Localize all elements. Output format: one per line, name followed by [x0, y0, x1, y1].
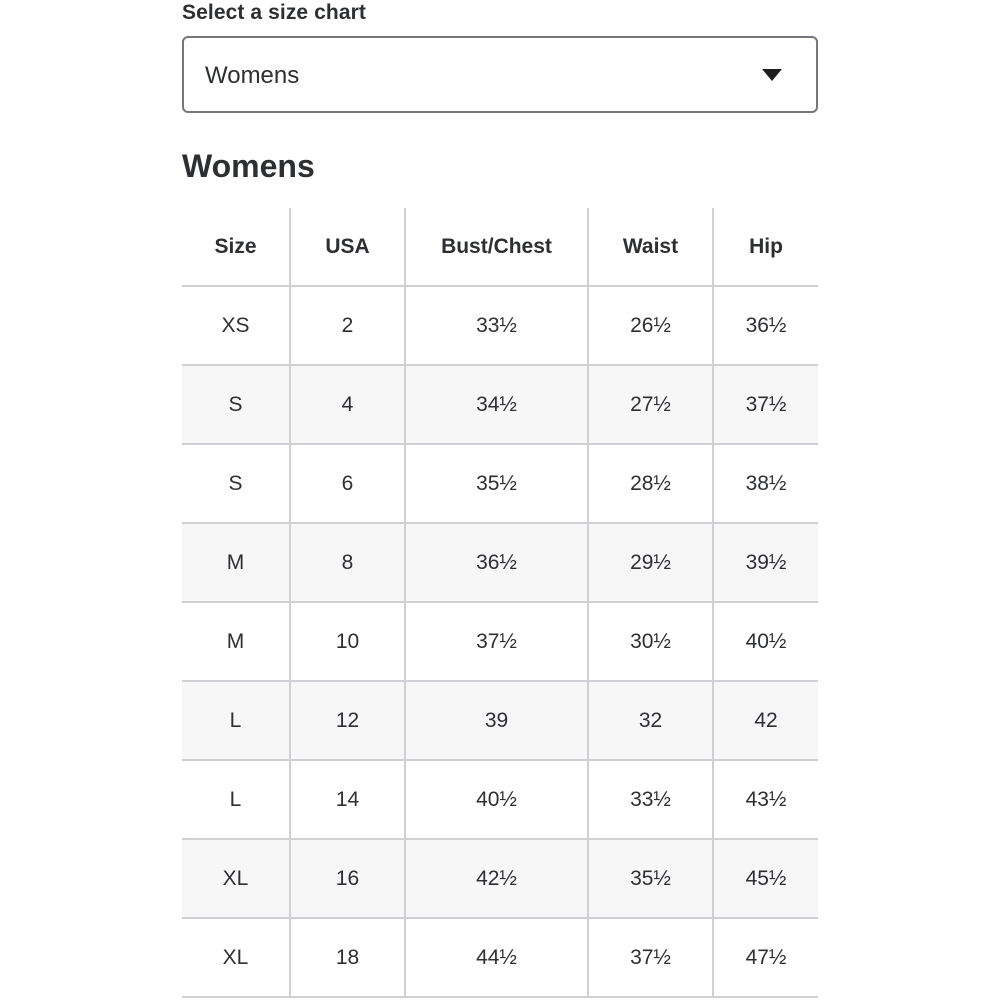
- cell-waist: 32: [588, 681, 713, 760]
- table-row: [182, 918, 818, 997]
- cell-hip: 36½: [713, 286, 818, 365]
- header-size: Size: [182, 208, 290, 286]
- table-header-row: [182, 208, 818, 286]
- cell-size: L: [182, 681, 290, 760]
- cell-usa: 14: [290, 760, 405, 839]
- cell-hip: 47½: [713, 918, 818, 997]
- size-chart-title: Womens: [182, 148, 315, 184]
- cell-waist: 27½: [588, 365, 713, 444]
- cell-hip: 39½: [713, 523, 818, 602]
- cell-waist: 35½: [588, 839, 713, 918]
- cell-bust-chest: 39: [405, 681, 588, 760]
- header-usa: USA: [290, 208, 405, 286]
- cell-size: L: [182, 760, 290, 839]
- table-row: [182, 681, 818, 760]
- header-hip: Hip: [713, 208, 818, 286]
- table-row: [182, 602, 818, 681]
- cell-waist: 28½: [588, 444, 713, 523]
- cell-size: XL: [182, 918, 290, 997]
- cell-bust-chest: 44½: [405, 918, 588, 997]
- table-row: [182, 365, 818, 444]
- cell-hip: 40½: [713, 602, 818, 681]
- cell-bust-chest: 36½: [405, 523, 588, 602]
- cell-hip: 37½: [713, 365, 818, 444]
- cell-hip: 45½: [713, 839, 818, 918]
- cell-size: S: [182, 444, 290, 523]
- table-row: [182, 444, 818, 523]
- cell-size: M: [182, 523, 290, 602]
- cell-usa: 6: [290, 444, 405, 523]
- cell-usa: 12: [290, 681, 405, 760]
- cell-usa: 16: [290, 839, 405, 918]
- table-row: [182, 523, 818, 602]
- cell-usa: 10: [290, 602, 405, 681]
- cell-size: S: [182, 365, 290, 444]
- cell-waist: 29½: [588, 523, 713, 602]
- size-chart-select-label: Select a size chart: [182, 1, 366, 24]
- table-row: [182, 286, 818, 365]
- cell-waist: 30½: [588, 602, 713, 681]
- cell-hip: 42: [713, 681, 818, 760]
- cell-bust-chest: 33½: [405, 286, 588, 365]
- cell-size: XS: [182, 286, 290, 365]
- cell-hip: 38½: [713, 444, 818, 523]
- header-bust-chest: Bust/Chest: [405, 208, 588, 286]
- size-chart-table: [182, 208, 818, 998]
- cell-waist: 37½: [588, 918, 713, 997]
- cell-hip: 43½: [713, 760, 818, 839]
- table-row: [182, 760, 818, 839]
- size-chart-select[interactable]: [182, 36, 818, 113]
- cell-usa: 2: [290, 286, 405, 365]
- size-chart-select-value: Womens: [205, 62, 300, 89]
- cell-bust-chest: 35½: [405, 444, 588, 523]
- cell-bust-chest: 40½: [405, 760, 588, 839]
- cell-size: XL: [182, 839, 290, 918]
- cell-bust-chest: 37½: [405, 602, 588, 681]
- cell-size: M: [182, 602, 290, 681]
- cell-usa: 18: [290, 918, 405, 997]
- cell-bust-chest: 34½: [405, 365, 588, 444]
- caret-down-icon: [762, 69, 782, 81]
- cell-waist: 33½: [588, 760, 713, 839]
- cell-usa: 8: [290, 523, 405, 602]
- cell-waist: 26½: [588, 286, 713, 365]
- cell-usa: 4: [290, 365, 405, 444]
- cell-bust-chest: 42½: [405, 839, 588, 918]
- header-waist: Waist: [588, 208, 713, 286]
- table-row: [182, 839, 818, 918]
